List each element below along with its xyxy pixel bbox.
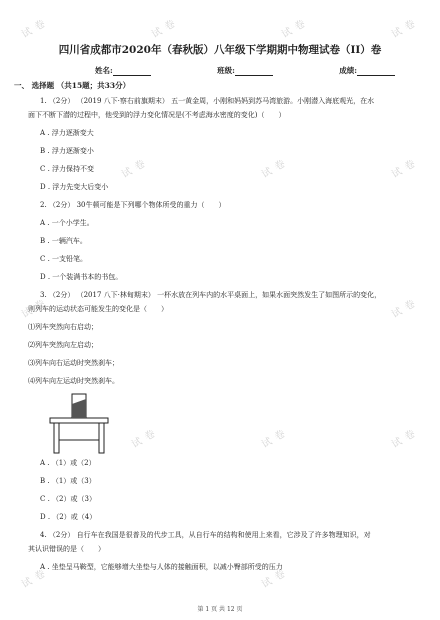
score-field[interactable]: 成绩: [339,65,395,76]
watermark: 试 卷 [20,17,49,41]
question-3-option-d[interactable]: D . （2）或（4） [40,513,97,521]
watermark: 试 卷 [260,157,289,181]
question-1-option-b[interactable]: B . 浮力逐渐变小 [40,147,94,155]
exam-title: 四川省成都市2020年（春秋版）八年级下学期期中物理试卷（II）卷 [58,44,382,56]
name-field[interactable]: 姓名: [95,65,151,76]
watermark: 试 卷 [260,427,289,451]
watermark: 试 卷 [390,297,419,321]
question-4-text-cont: 其认识错误的是（ ） [28,545,105,553]
question-3-option-b[interactable]: B . （1）或（3） [40,477,96,485]
student-info-row [95,65,395,76]
class-field[interactable]: 班级: [217,65,273,76]
watermark: 试 卷 [390,17,419,41]
question-3-item-3: ⑶列车向右运动时突然刹车； [28,359,119,367]
question-1-text: 1. （2分） （2019 八下·察右前旗期末） 五一黄金周，小刚和妈妈到苏马湾旅游。小刚潜入海底观光，在水 [40,97,375,105]
page-footer: 第 1 页 共 12 页 [197,606,243,613]
question-4-option-a[interactable]: A . 坐垫呈马鞍型，它能够增大坐垫与人体的接触面积，以减小臀部所受的压力 [40,563,283,571]
watermark: 试 卷 [120,157,149,181]
question-2-option-d[interactable]: D . 一个装满书本的书包。 [40,273,123,281]
question-3-option-c[interactable]: C . （2）或（3） [40,495,96,503]
question-2-option-a[interactable]: A . 一个小学生。 [40,219,94,227]
watermark: 试 卷 [150,17,179,41]
question-1-text-cont: 面下不断下潜的过程中，他受到的浮力变化情况是(不考虑海水密度的变化)（ ） [28,111,286,119]
watermark: 试 卷 [130,427,159,451]
watermark: 试 卷 [390,427,419,451]
question-2-option-c[interactable]: C . 一支铅笔。 [40,255,88,263]
question-3-item-4: ⑷列车向左运动时突然刹车。 [28,377,119,385]
question-3-item-1: ⑴列车突然向右启动； [28,323,98,331]
question-1-option-a[interactable]: A . 浮力逐渐变大 [40,129,94,137]
question-1-option-d[interactable]: D . 浮力先变大后变小 [40,183,109,191]
question-2-text: 2. （2分） 30牛顿可能是下列哪个物体所受的重力（ ） [40,201,226,209]
question-4-text: 4. （2分） 自行车在我国是很普及的代步工具，从自行车的结构和使用上来看，它涉及了许多物理知识，对 [40,531,371,539]
question-3-text-cont: 则列车的运动状态可能发生的变化是（ ） [28,305,168,313]
question-2-option-b[interactable]: B . 一辆汽车。 [40,237,87,245]
question-3-option-a[interactable]: A . （1）或（2） [40,459,96,467]
watermark: 试 卷 [20,297,49,321]
question-3-text: 3. （2分） （2017 八下·林甸期末） 一杯水放在列车内的水平桌面上，如果水面突然发生了如图所示的变化， [40,291,382,299]
table-cup-figure [48,390,110,456]
watermark: 试 卷 [280,17,309,41]
watermark: 试 卷 [20,567,49,591]
question-1-option-c[interactable]: C . 浮力保持不变 [40,165,95,173]
section-heading: 一、 选择题 （共15题；共33分） [14,81,131,90]
question-3-item-2: ⑵列车突然向左启动； [28,341,98,349]
watermark: 试 卷 [390,157,419,181]
watermark: 试 卷 [260,567,289,591]
